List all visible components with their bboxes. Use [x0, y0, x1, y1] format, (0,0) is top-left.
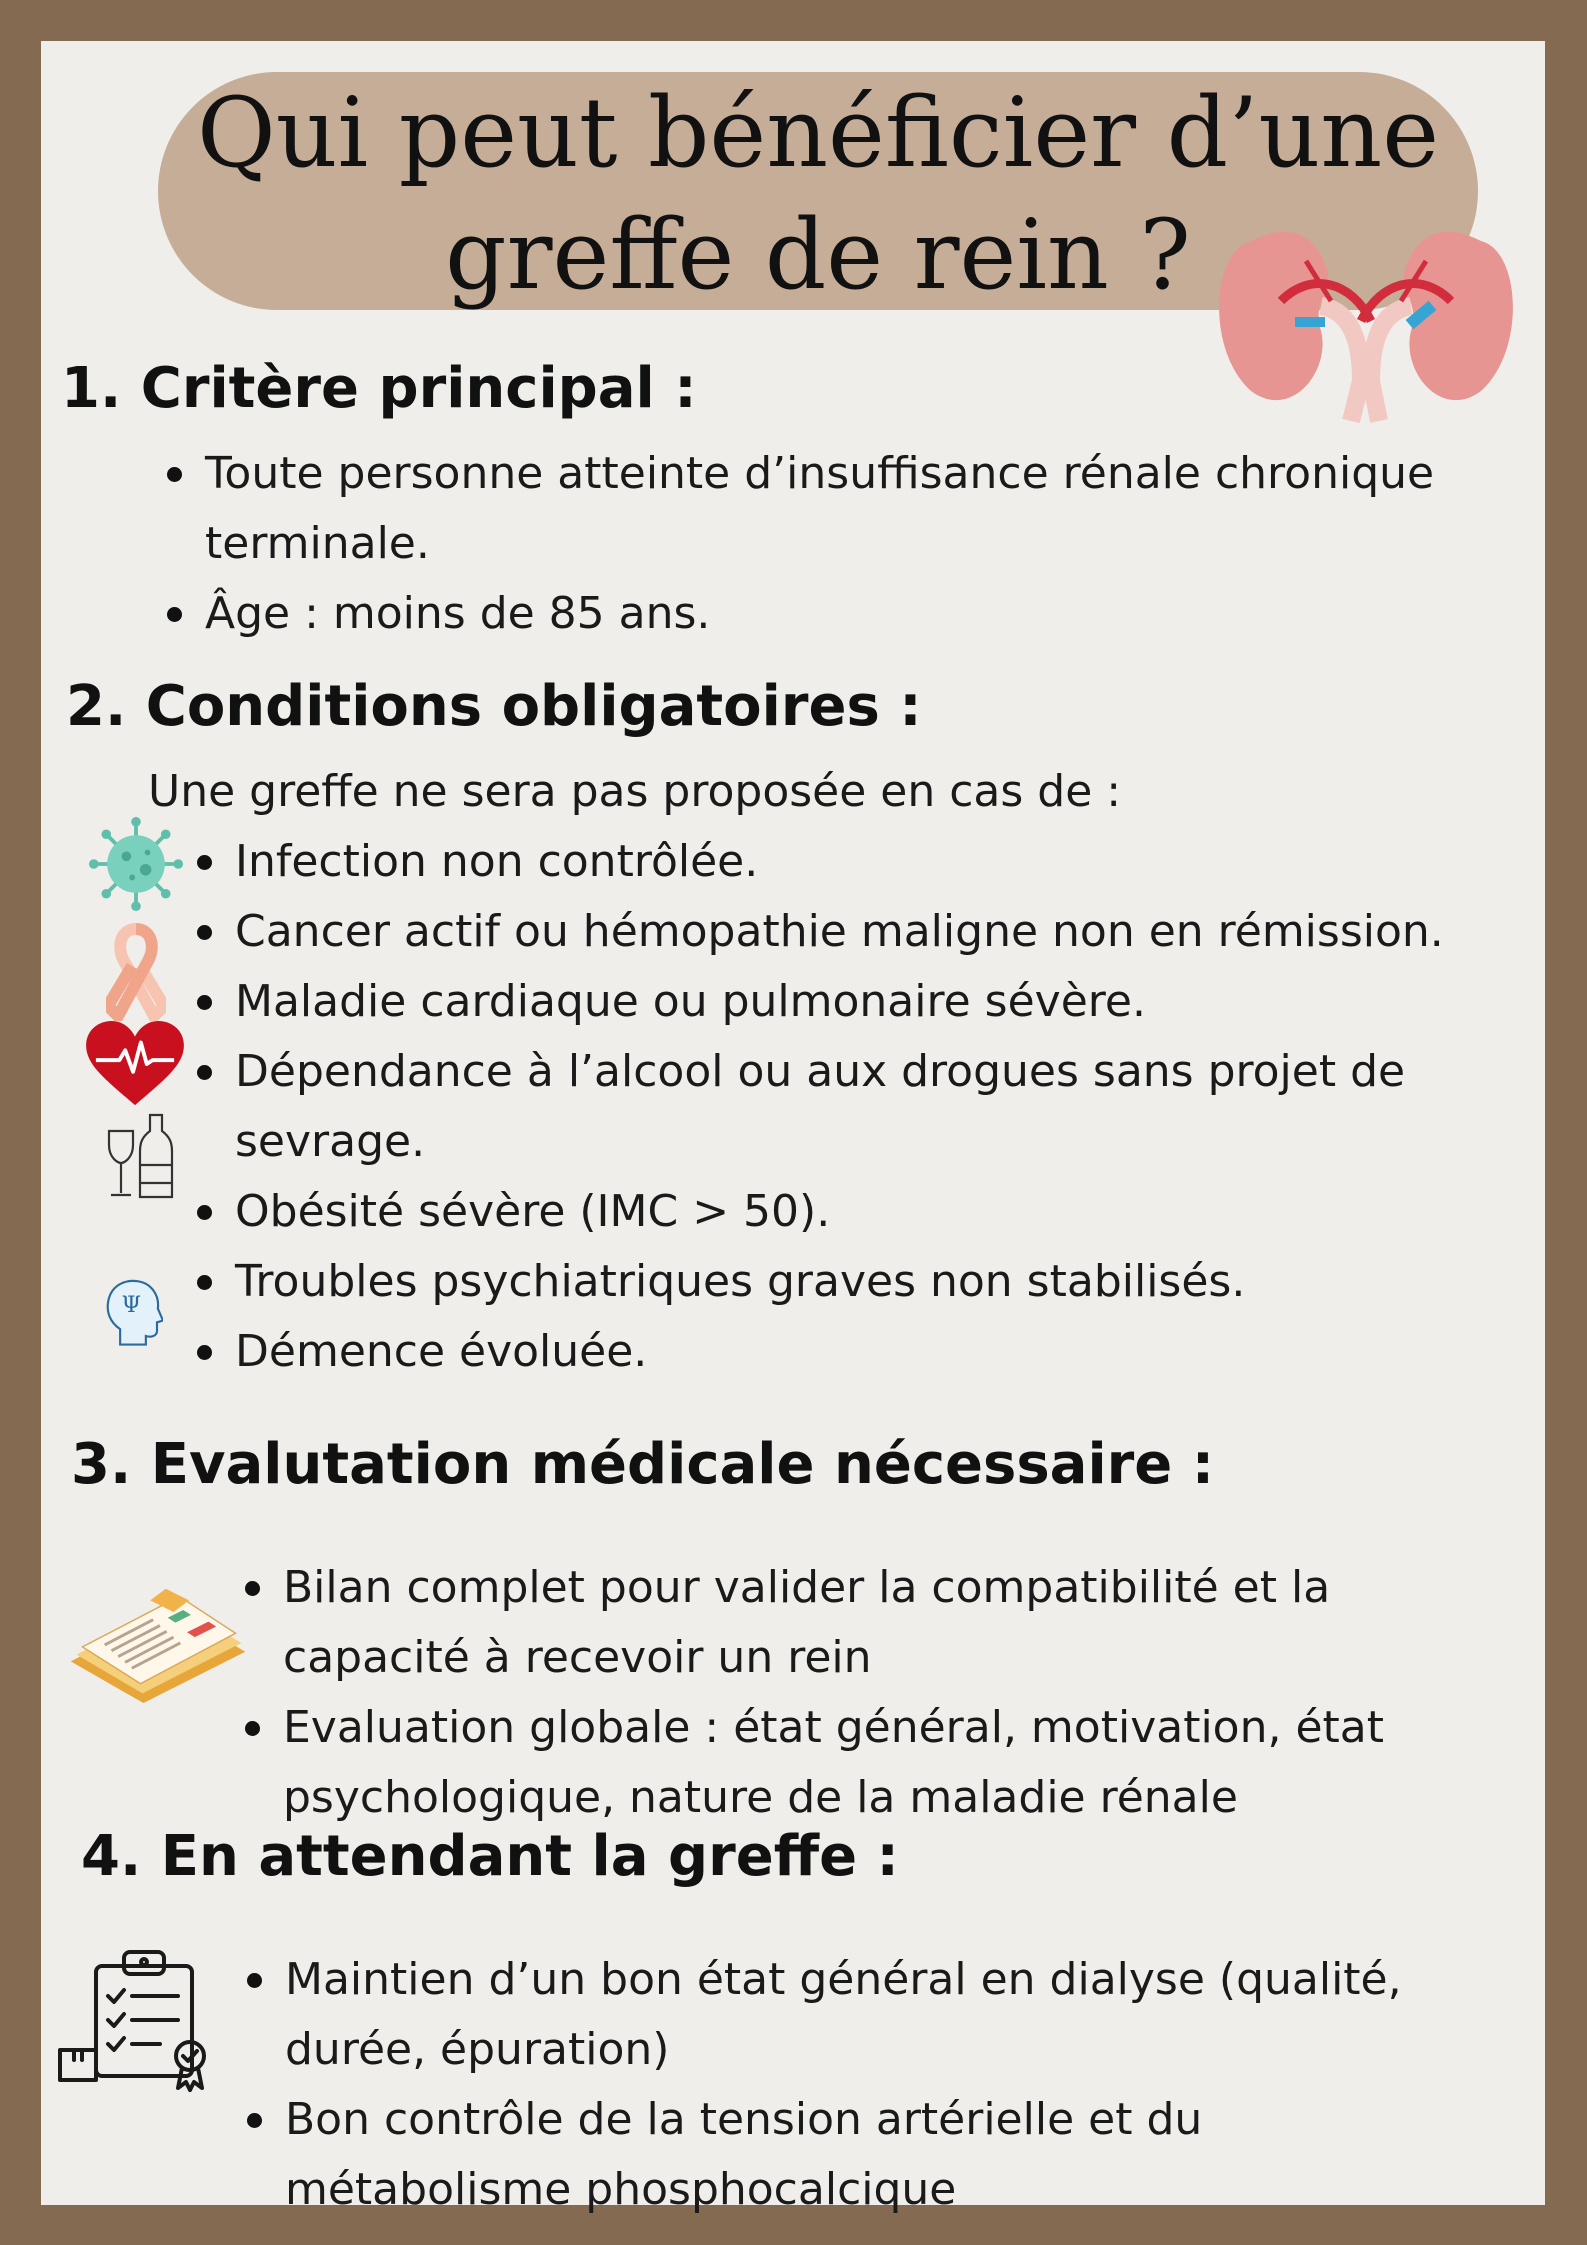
section-2-intro: Une greffe ne sera pas proposée en cas de :	[148, 766, 1122, 817]
virus-icon	[88, 816, 184, 912]
list-item: Infection non contrôlée.	[235, 827, 1541, 897]
list-item: Toute personne atteinte d’insuffisance rénale chronique terminale.	[205, 439, 1545, 579]
list-item: Obésité sévère (IMC > 50).	[235, 1177, 1541, 1247]
section-4-heading: 4. En attendant la greffe :	[81, 1824, 899, 1889]
medical-report-icon	[61, 1579, 255, 1705]
head-psy-icon	[103, 1277, 163, 1347]
checklist-icon	[56, 1946, 216, 2096]
section-2-heading: 2. Conditions obligatoires :	[66, 674, 922, 739]
list-item: Âge : moins de 85 ans.	[205, 579, 1545, 649]
page-title-line-2: greffe de rein ?	[445, 199, 1191, 311]
wine-bottle-icon	[106, 1113, 176, 1203]
section-3-list	[283, 1553, 1483, 1833]
section-4-list	[285, 1945, 1485, 2225]
list-item: Démence évoluée.	[235, 1317, 1541, 1387]
page-title-line-1: Qui peut bénéficier d’une	[197, 77, 1439, 189]
ribbon-icon	[106, 921, 166, 1021]
list-item: Maintien d’un bon état général en dialyse (qualité, durée, épuration)	[285, 1945, 1485, 2085]
section-1-list	[205, 439, 1545, 649]
list-item: Maladie cardiaque ou pulmonaire sévère.	[235, 967, 1541, 1037]
svg-text:Ψ: Ψ	[121, 1292, 142, 1318]
section-2-list	[235, 827, 1541, 1387]
poster	[41, 41, 1545, 2215]
list-item: Evaluation globale : état général, motivation, état psychologique, nature de la maladie rénale	[283, 1693, 1483, 1833]
list-item: Bon contrôle de la tension artérielle et du métabolisme phosphocalcique	[285, 2085, 1485, 2225]
kidneys-icon	[1211, 211, 1521, 431]
heartbeat-icon	[86, 1021, 184, 1109]
section-3-heading: 3. Evalutation médicale nécessaire :	[71, 1432, 1215, 1497]
list-item: Bilan complet pour valider la compatibilité et la capacité à recevoir un rein	[283, 1553, 1483, 1693]
list-item: Cancer actif ou hémopathie maligne non en rémission.	[235, 897, 1541, 967]
section-1-heading: 1. Critère principal :	[61, 356, 697, 421]
list-item: Dépendance à l’alcool ou aux drogues sans projet de sevrage.	[235, 1037, 1541, 1177]
list-item: Troubles psychiatriques graves non stabilisés.	[235, 1247, 1541, 1317]
